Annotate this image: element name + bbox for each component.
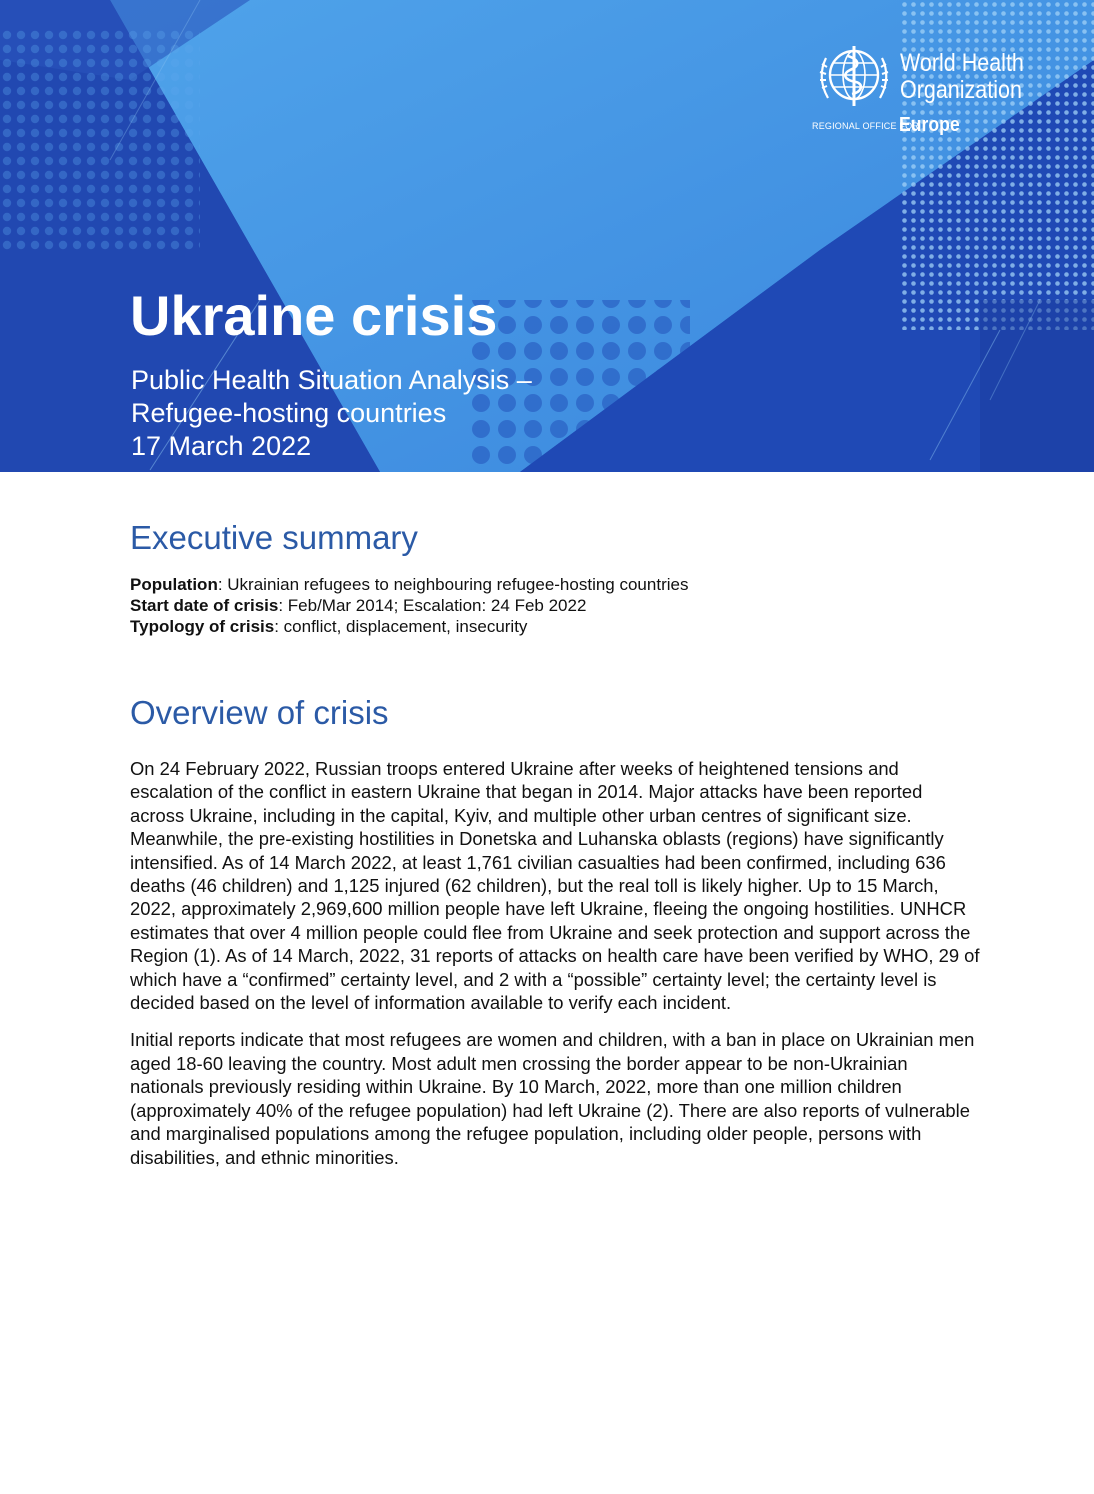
population-row <box>130 574 980 595</box>
who-logo <box>812 40 1052 140</box>
start-date-label: Start date of crisis <box>130 596 279 615</box>
who-name <box>900 50 1024 104</box>
who-name-line2: Organization <box>900 76 1022 104</box>
start-date-value: : Feb/Mar 2014; Escalation: 24 Feb 2022 <box>278 596 587 615</box>
who-name-line1: World Health <box>900 49 1024 77</box>
report-date: 17 March 2022 <box>131 431 312 461</box>
cover-banner <box>0 0 1094 472</box>
typology-label: Typology of crisis <box>130 617 275 636</box>
page-subtitle <box>131 364 532 463</box>
overview-heading: Overview of crisis <box>130 694 389 731</box>
document-body <box>130 516 980 1169</box>
page-title: Ukraine crisis <box>130 284 498 347</box>
executive-summary-heading: Executive summary <box>130 519 418 556</box>
subtitle-line2: Refugee-hosting countries <box>131 398 447 428</box>
typology-row <box>130 616 980 637</box>
region-name: Europe <box>899 114 960 136</box>
population-label: Population <box>130 575 218 594</box>
regional-office-label: REGIONAL OFFICE FOR <box>812 121 919 131</box>
subtitle-line1: Public Health Situation Analysis – <box>131 365 532 395</box>
overview-paragraph-1: On 24 February 2022, Russian troops entered Ukraine after weeks of heightened tensions and escalation of the conflict in eastern Ukraine that began in 2014. Major attacks have been reported across Ukraine, including in the capital, Kyiv, and multiple other urban centres of significant size. Meanwhile, the pre-existing hostilities in Donetska and Luhanska oblasts (regions) have significantly intensified. As of 14 March 2022, at least 1,761 civilian casualties had been confirmed, including 636 deaths (46 children) and 1,125 injured (62 children), but the real toll is likely higher. Up to 15 March, 2022, approximately 2,969,600 million people have left Ukraine, fleeing the ongoing hostilities. UNHCR estimates that over 4 million people could flee from Ukraine and seek protection and support across the Region (1). As of 14 March, 2022, 31 reports of attacks on health care have been verified by WHO, 29 of which have a “confirmed” certainty level, and 2 with a “possible” certainty level; the certainty level is decided based on the level of information available to verify each incident. <box>130 758 980 1014</box>
start-date-row <box>130 595 980 616</box>
overview-paragraph-2: Initial reports indicate that most refugees are women and children, with a ban in place on Ukrainian men aged 18-60 leaving the country. Most adult men crossing the border appear to be non-Ukrainian nationals previously residing within Ukraine. By 10 March, 2022, more than one million children (approximately 40% of the refugee population) had left Ukraine (2). There are also reports of vulnerable and marginalised populations among the refugee population, including older people, persons with disabilities, and ethnic minorities. <box>130 1029 975 1168</box>
typology-value: : conflict, displacement, insecurity <box>274 617 528 636</box>
who-emblem-icon <box>812 40 896 110</box>
executive-summary-list <box>130 574 980 637</box>
population-value: : Ukrainian refugees to neighbouring refugee-hosting countries <box>217 575 689 594</box>
